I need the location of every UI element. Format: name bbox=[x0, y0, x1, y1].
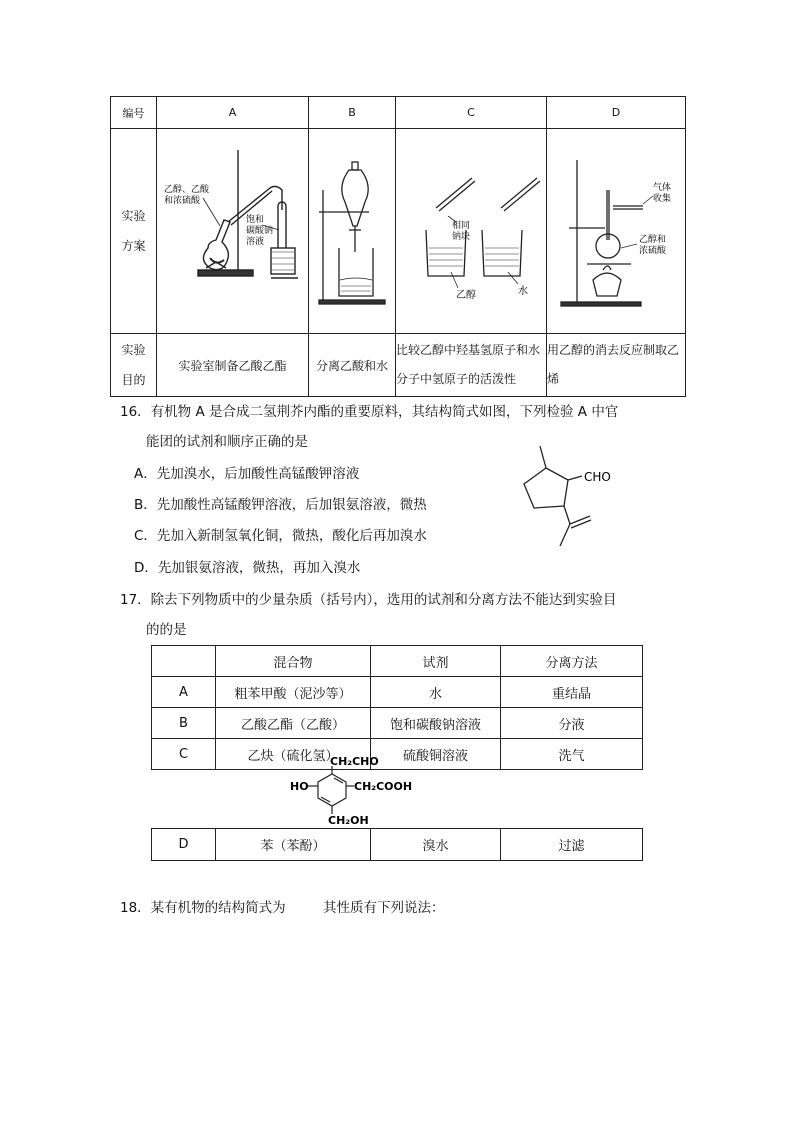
q16-stem-line2: 能团的试剂和顺序正确的是 bbox=[146, 434, 308, 450]
q16-stem-line1: 16．有机物 A 是合成二氢荆芥内酯的重要原料，其结构简式如图，下列检验 A 中官 bbox=[120, 404, 619, 420]
svg-text:碳酸钠: 碳酸钠 bbox=[245, 225, 273, 236]
header-col-a: A bbox=[157, 97, 309, 129]
svg-text:气体: 气体 bbox=[653, 182, 672, 193]
svg-text:饱和: 饱和 bbox=[245, 214, 264, 225]
svg-text:浓硫酸: 浓硫酸 bbox=[639, 245, 667, 256]
q17-row-a-label: A bbox=[152, 677, 216, 708]
apparatus-d-figure bbox=[547, 130, 685, 330]
svg-text:钠块: 钠块 bbox=[452, 231, 471, 242]
svg-text:CH₂CHO: CH₂CHO bbox=[330, 755, 379, 768]
q16-option-c: C．先加入新制氢氧化铜，微热，酸化后再加溴水 bbox=[134, 528, 427, 544]
q16-option-a: A．先加溴水，后加酸性高锰酸钾溶液 bbox=[134, 466, 360, 482]
q16-option-d: D．先加银氨溶液，微热，再加入溴水 bbox=[134, 560, 361, 576]
svg-text:相同: 相同 bbox=[452, 220, 471, 231]
goal-d: 用乙醇的消去反应制取乙 烯 bbox=[547, 334, 686, 397]
table-row bbox=[152, 708, 643, 739]
goal-row bbox=[111, 334, 686, 397]
q18-stem-part2: 其性质有下列说法： bbox=[323, 900, 445, 916]
q17-header-row bbox=[152, 646, 643, 677]
svg-text:乙醇、乙酸: 乙醇、乙酸 bbox=[163, 184, 209, 195]
q17-row-d-reagent: 溴水 bbox=[371, 829, 501, 861]
apparatus-a-figure bbox=[158, 130, 308, 330]
header-label: 编号 bbox=[111, 97, 157, 129]
table-row bbox=[152, 677, 643, 708]
svg-text:收集: 收集 bbox=[653, 193, 672, 204]
svg-text:溶液: 溶液 bbox=[245, 236, 264, 247]
q16-structure-formula bbox=[510, 440, 620, 558]
header-col-c: C bbox=[396, 97, 547, 129]
q17-row-a-reagent: 水 bbox=[371, 677, 501, 708]
q17-row-d-label: D bbox=[152, 829, 216, 861]
apparatus-b-figure bbox=[309, 130, 395, 330]
figure-c-sodium-comparison bbox=[396, 129, 547, 334]
experiment-table bbox=[110, 96, 686, 397]
q17-stem-line1: 17．除去下列物质中的少量杂质（括号内），选用的试剂和分离方法不能达到实验目 bbox=[120, 592, 617, 608]
goal-b: 分离乙酸和水 bbox=[309, 334, 396, 397]
q17-header-method: 分离方法 bbox=[501, 646, 643, 677]
q17-header-mixture: 混合物 bbox=[216, 646, 371, 677]
svg-text:CH₂COOH: CH₂COOH bbox=[354, 780, 413, 793]
goal-a: 实验室制备乙酸乙酯 bbox=[157, 334, 309, 397]
q17-row-c-method: 洗气 bbox=[501, 739, 643, 770]
scheme-row bbox=[111, 129, 686, 334]
q17-row-b-method: 分液 bbox=[501, 708, 643, 739]
svg-text:HO: HO bbox=[290, 780, 309, 793]
table-row bbox=[152, 829, 643, 861]
svg-text:水: 水 bbox=[518, 285, 528, 297]
figure-a-ester-preparation bbox=[157, 129, 309, 334]
svg-text:CHO: CHO bbox=[584, 470, 611, 484]
q17-row-b-mixture: 乙酸乙酯（乙酸） bbox=[216, 708, 371, 739]
svg-text:和浓硫酸: 和浓硫酸 bbox=[163, 195, 200, 206]
q17-row-c-label: C bbox=[152, 739, 216, 770]
q18-structure-formula bbox=[284, 752, 424, 828]
q17-row-b-label: B bbox=[152, 708, 216, 739]
svg-text:乙醇和: 乙醇和 bbox=[639, 234, 667, 245]
q16-option-b: B．先加酸性高锰酸钾溶液，后加银氨溶液，微热 bbox=[134, 497, 427, 513]
figure-b-separatory-funnel bbox=[309, 129, 396, 334]
q17-row-d-method: 过滤 bbox=[501, 829, 643, 861]
goal-row-label: 实验 目的 bbox=[111, 334, 157, 397]
q17-row-a-mixture: 粗苯甲酸（泥沙等） bbox=[216, 677, 371, 708]
q17-row-c-mixture: 乙炔（硫化氢） bbox=[216, 739, 371, 770]
q17-row-d-mixture: 苯（苯酚） bbox=[216, 829, 371, 861]
q17-row-c-reagent: 硫酸铜溶液 bbox=[371, 739, 501, 770]
q18-stem-part1: 18．某有机物的结构简式为 bbox=[120, 900, 286, 916]
goal-c: 比较乙醇中羟基氢原子和水 分子中氢原子的活泼性 bbox=[396, 334, 547, 397]
svg-text:CH₂OH: CH₂OH bbox=[328, 814, 369, 827]
q17-row-b-reagent: 饱和碳酸钠溶液 bbox=[371, 708, 501, 739]
q17-row-a-method: 重结晶 bbox=[501, 677, 643, 708]
apparatus-c-figure bbox=[396, 130, 546, 330]
svg-text:乙醇: 乙醇 bbox=[456, 289, 476, 301]
header-col-b: B bbox=[309, 97, 396, 129]
scheme-row-label: 实验 方案 bbox=[111, 129, 157, 334]
q17-table-row-d bbox=[151, 828, 643, 861]
q17-header-empty bbox=[152, 646, 216, 677]
header-col-d: D bbox=[547, 97, 686, 129]
table-header-row bbox=[111, 97, 686, 129]
q17-stem-line2: 的的是 bbox=[146, 622, 187, 638]
figure-d-ethylene-preparation bbox=[547, 129, 686, 334]
q17-header-reagent: 试剂 bbox=[371, 646, 501, 677]
